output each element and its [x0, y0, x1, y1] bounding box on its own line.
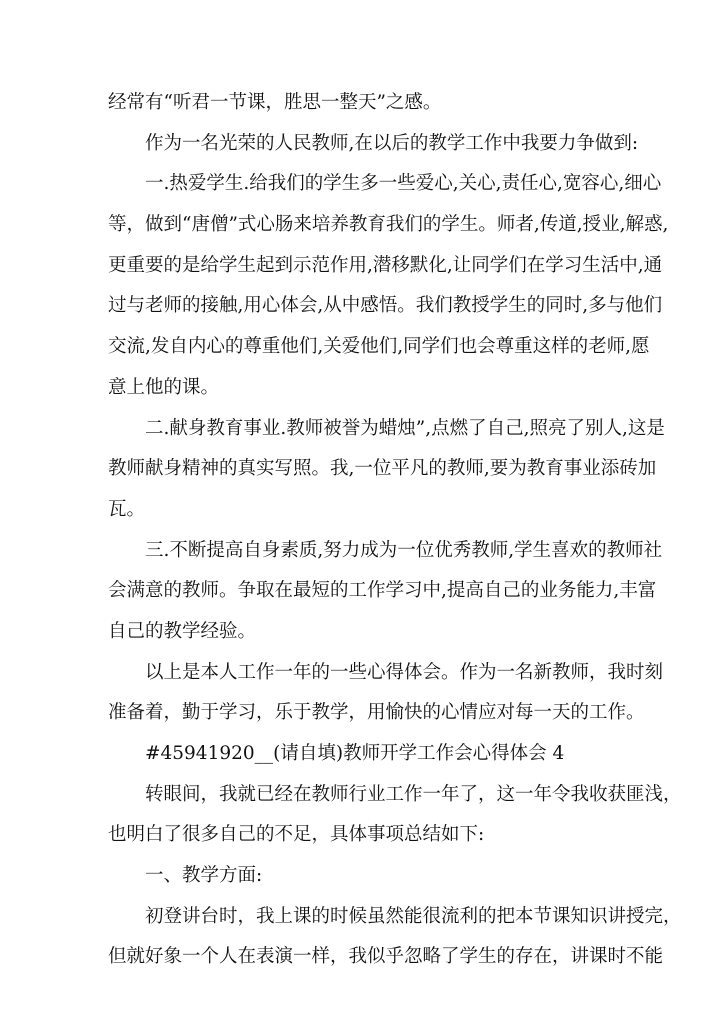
- text-line: 交流,发自内心的尊重他们,关爱他们,同学们也会尊重这样的老师,愿: [108, 336, 650, 358]
- text-line: 教师献身精神的真实写照。我,一位平凡的教师,要为教育事业添砖加: [108, 458, 657, 480]
- text-line: 准备着，勤于学习，乐于教学，用愉快的心情应对每一天的工作。: [108, 702, 645, 724]
- text-line: 意上他的课。: [108, 376, 220, 398]
- text-line: 初登讲台时，我上课的时候虽然能很流利的把本节课知识讲授完，: [145, 905, 682, 927]
- text-line: 过与老师的接触,用心体会,从中感悟。我们教授学生的同时,多与他们: [108, 295, 663, 317]
- text-line: 转眼间，我就已经在教师行业工作一年了，这一年令我收获匪浅，: [145, 783, 682, 805]
- text-line: 三.不断提高自身素质,努力成为一位优秀教师,学生喜欢的教师社: [145, 539, 663, 561]
- text-line: 也明白了很多自己的不足，具体事项总结如下:: [108, 824, 485, 846]
- section-heading: #45941920__(请自填)教师开学工作会心得体会 4: [145, 743, 565, 764]
- text-line: 等，做到“唐僧”式心肠来培养教育我们的学生。师者,传道,授业,解惑,: [108, 214, 669, 236]
- text-line: 会满意的教师。争取在最短的工作学习中,提高自己的业务能力,丰富: [108, 580, 657, 602]
- text-line: 作为一名光荣的人民教师,在以后的教学工作中我要力争做到:: [145, 132, 639, 154]
- text-line: 更重要的是给学生起到示范作用,潜移默化,让同学们在学习生活中,通: [108, 254, 663, 276]
- text-line: 一、教学方面:: [145, 865, 263, 887]
- text-line: 经常有“听君一节课，胜思一整天”之感。: [108, 92, 442, 113]
- text-line: 但就好象一个人在表演一样，我似乎忽略了学生的存在，讲课时不能: [108, 946, 664, 968]
- document-body: [108, 83, 682, 978]
- text-line: 以上是本人工作一年的一些心得体会。作为一名新教师，我时刻: [145, 661, 664, 683]
- text-line: 瓦。: [108, 498, 146, 520]
- text-line: 自己的教学经验。: [108, 620, 257, 642]
- text-line: 二.献身教育事业.教师被誉为蜡烛”,点燃了自己,照亮了别人,这是: [145, 417, 665, 439]
- text-line: 一.热爱学生.给我们的学生多一些爱心,关心,责任心,宽容心,细心: [145, 173, 662, 195]
